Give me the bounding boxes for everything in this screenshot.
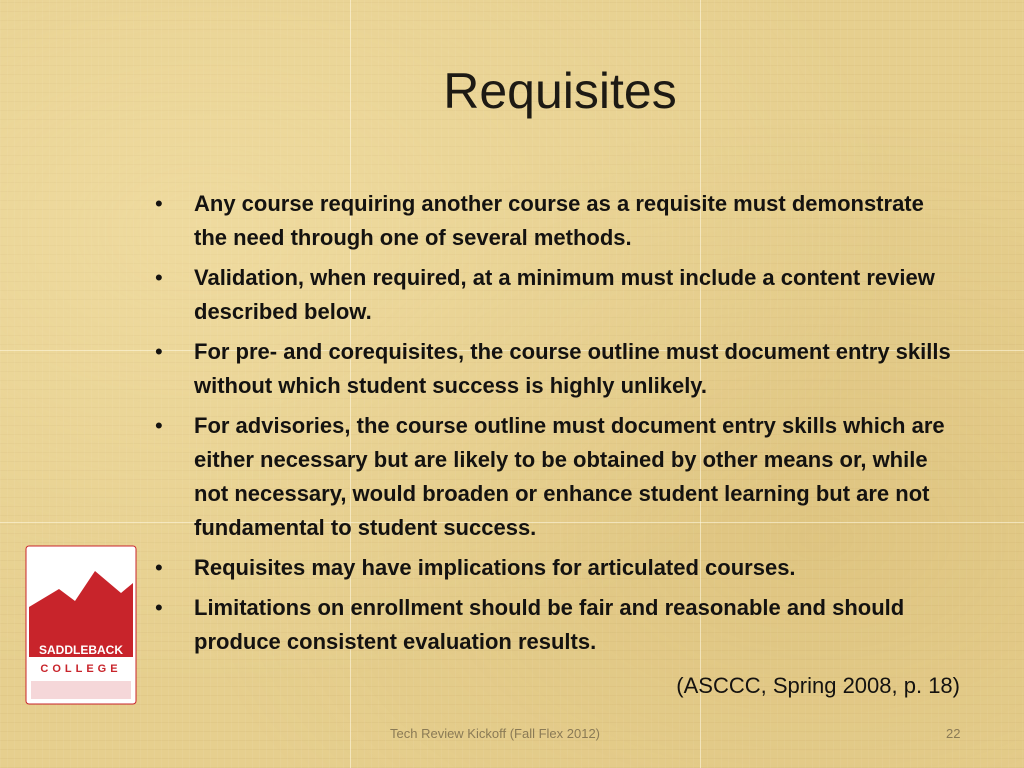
bullet-text: For advisories, the course outline must document entry skills which are either necessary but are likely to be obtained by other means or, while not necessary, would broaden or enhance student learning but are not fundamental to student success. — [194, 413, 945, 540]
bullet-list — [155, 187, 960, 665]
logo-reflection — [31, 681, 131, 699]
bullet-item — [155, 409, 960, 545]
bullet-text: For pre- and corequisites, the course outline must document entry skills without which student success is highly unlikely. — [194, 339, 951, 398]
bullet-text: Any course requiring another course as a requisite must demonstrate the need through one of several methods. — [194, 191, 924, 250]
bullet-text: Validation, when required, at a minimum must include a content review described below. — [194, 265, 935, 324]
citation: (ASCCC, Spring 2008, p. 18) — [676, 673, 960, 698]
page-number: 22 — [946, 726, 961, 741]
bullet-symbol: • — [155, 265, 163, 290]
bullet-symbol: • — [155, 191, 163, 216]
slide-title: Requisites — [443, 63, 677, 119]
saddleback-college-logo — [25, 545, 137, 705]
bullet-item — [155, 187, 960, 255]
logo-line2: COLLEGE — [40, 663, 122, 675]
bullet-item — [155, 551, 960, 585]
bullet-symbol: • — [155, 595, 163, 620]
footer-text: Tech Review Kickoff (Fall Flex 2012) — [390, 726, 601, 741]
bullet-item — [155, 591, 960, 659]
bullet-text: Limitations on enrollment should be fair and reasonable and should produce consistent evaluation results. — [194, 595, 905, 654]
bullet-symbol: • — [155, 413, 163, 438]
logo-line1: SADDLEBACK — [39, 643, 123, 657]
bullet-item — [155, 261, 960, 329]
bullet-text: Requisites may have implications for articulated courses. — [194, 555, 796, 580]
bullet-symbol: • — [155, 555, 163, 580]
bullet-symbol: • — [155, 339, 163, 364]
bullet-item — [155, 335, 960, 403]
